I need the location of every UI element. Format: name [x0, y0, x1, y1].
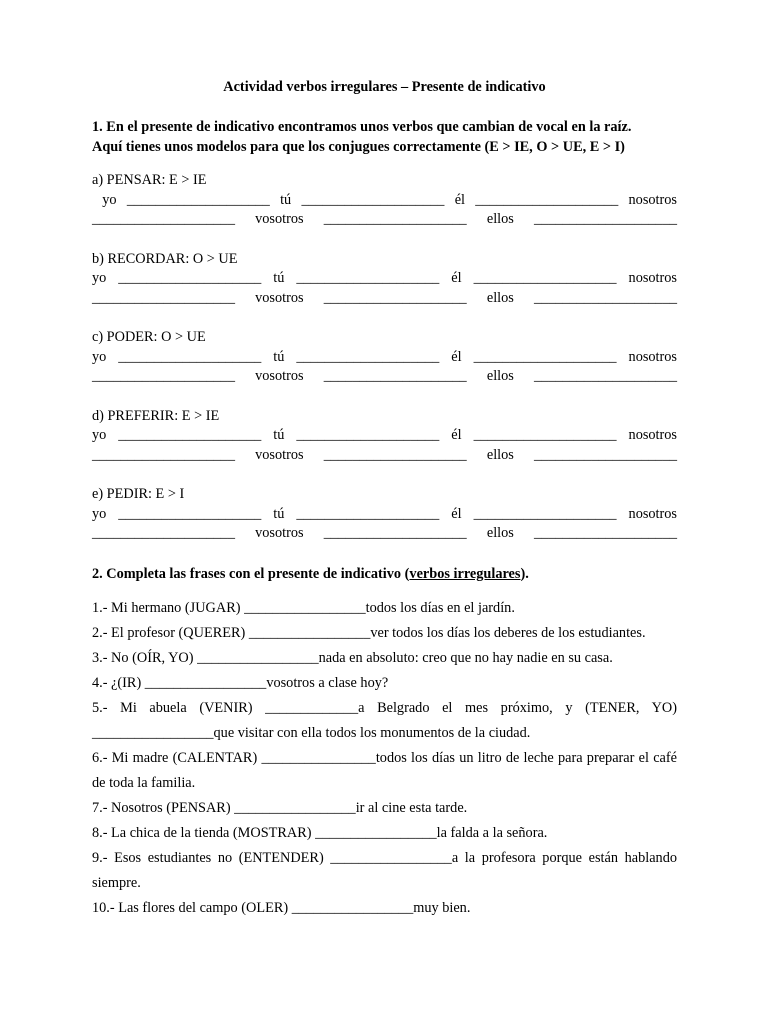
sentence-item: 6.- Mi madre (CALENTAR) ________________todos los días un litro de leche para preparar el café de toda la familia.	[92, 749, 677, 791]
section-1-heading	[92, 117, 677, 157]
worksheet-page	[92, 78, 677, 921]
verb-label: d) PREFERIR: E > IE	[92, 407, 220, 424]
conjugation-line-2: ____________________ vosotros ____________________ ellos ____________________	[92, 211, 677, 227]
verb-block-recordar	[92, 250, 677, 309]
conjugation-line-2: ____________________ vosotros ____________________ ellos ____________________	[92, 525, 677, 541]
conjugation-line-2: ____________________ vosotros ____________________ ellos ____________________	[92, 368, 677, 384]
verb-label: e) PEDIR: E > I	[92, 486, 185, 502]
conjugation-line-2: ____________________ vosotros ____________________ ellos ____________________	[92, 446, 677, 463]
page-title: Actividad verbos irregulares – Presente de indicativo	[223, 79, 546, 95]
section-1-heading-line-2: Aquí tienes unos modelos para que los conjugues correctamente (E > IE, O > UE, E > I)	[92, 139, 625, 155]
section-2-heading	[92, 564, 677, 584]
conjugation-line-1: yo ____________________ tú ____________________ él ____________________ nosotros	[92, 427, 677, 443]
conjugation-line-1: yo ____________________ tú ____________________ él ____________________ nosotros	[92, 505, 677, 522]
sentence-item: 1.- Mi hermano (JUGAR) _________________todos los días en el jardín.	[92, 599, 515, 616]
sentence-list	[92, 596, 677, 921]
sentence-item: 10.- Las flores del campo (OLER) _________________muy bien.	[92, 899, 471, 916]
sentence-item: 8.- La chica de la tienda (MOSTRAR) _________________la falda a la señora.	[92, 824, 548, 841]
conjugation-line-1: yo ____________________ tú ____________________ él ____________________ nosotros	[92, 191, 677, 208]
sentence-item: 4.- ¿(IR) _________________vosotros a clase hoy?	[92, 674, 389, 691]
sentence-item: 5.- Mi abuela (VENIR) _____________a Belgrado el mes próximo, y (TENER, YO) _________________que visitar con ella todos los monumentos de la ciudad.	[92, 699, 677, 741]
section-2-heading-post: ).	[520, 565, 529, 582]
verb-label: a) PENSAR: E > IE	[92, 172, 207, 188]
verb-block-pensar	[92, 171, 677, 230]
verb-block-poder	[92, 328, 677, 387]
section-2-heading-pre: 2. Completa las frases con el presente de indicativo (	[92, 565, 410, 582]
verb-block-pedir	[92, 485, 677, 544]
section-1-heading-line-1: 1. En el presente de indicativo encontramos unos verbos que cambian de vocal en la raíz.	[92, 119, 632, 135]
verb-label: b) RECORDAR: O > UE	[92, 250, 238, 267]
sentence-item: 3.- No (OÍR, YO) _________________nada en absoluto: creo que no hay nadie en su casa.	[92, 649, 613, 666]
section-2-heading-underlined: verbos irregulares	[409, 565, 521, 582]
conjugation-line-1: yo ____________________ tú ____________________ él ____________________ nosotros	[92, 348, 677, 365]
conjugation-line-1: yo ____________________ tú ____________________ él ____________________ nosotros	[92, 270, 677, 286]
verb-label: c) PODER: O > UE	[92, 329, 206, 345]
sentence-item: 7.- Nosotros (PENSAR) _________________ir al cine esta tarde.	[92, 799, 468, 816]
conjugation-line-2: ____________________ vosotros ____________________ ellos ____________________	[92, 289, 677, 306]
sentence-item: 9.- Esos estudiantes no (ENTENDER) _________________a la profesora porque están hablando siempre.	[92, 849, 677, 891]
sentence-item: 2.- El profesor (QUERER) _________________ver todos los días los deberes de los estudiantes.	[92, 624, 646, 641]
verb-block-preferir	[92, 407, 677, 466]
